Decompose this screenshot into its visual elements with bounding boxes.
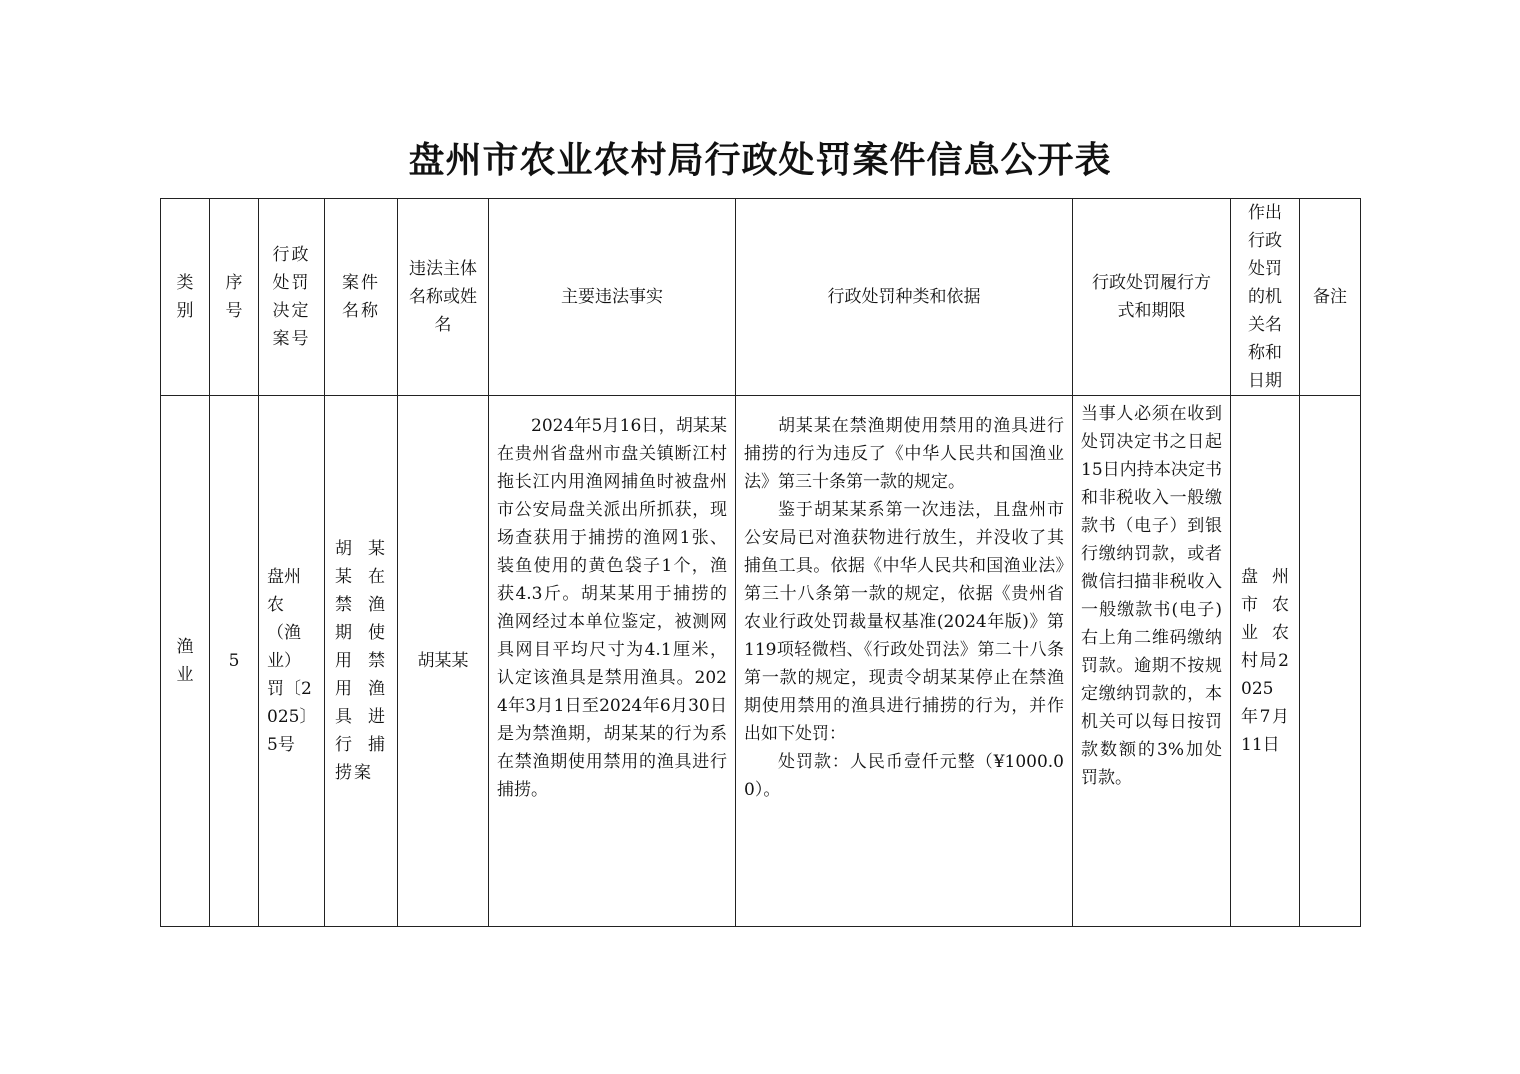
penalty-paragraph-2: 鉴于胡某某系第一次违法，且盘州市公安局已对渔获物进行放生，并没收了其捕鱼工具。依据《中华人民共和国渔业法》第三十八条第一款的规定，依据《贵州省农业行政处罚裁量权基准(2024年版)》第119项轻微档、《行政处罚法》第二十八条第一款的规定，现责令胡某某停止在禁渔期使用禁用的渔具进行捕捞的行为，并作出如下处罚： [744,500,1064,744]
header-case-name: 案件名称 [325,199,398,396]
cell-remark [1300,396,1361,927]
header-decision-no: 行政处罚决定案号 [259,199,325,396]
header-category: 类别 [161,199,210,396]
header-party: 违法主体名称或姓名 [398,199,489,396]
cell-category: 渔业 [161,396,210,927]
header-facts: 主要违法事实 [489,199,736,396]
penalty-paragraph-3: 处罚款：人民币壹仟元整（¥1000.00）。 [744,752,1064,800]
header-remark: 备注 [1300,199,1361,396]
cell-performance: 当事人必须在收到处罚决定书之日起15日内持本决定书和非税收入一般缴款书（电子）到银行缴纳罚款，或者微信扫描非税收入一般缴款书(电子)右上角二维码缴纳罚款。逾期不按规定缴纳罚款的，本机关可以每日按罚款数额的3%加处罚款。 [1073,396,1231,927]
table-row [161,396,1361,927]
page-title: 盘州市农业农村局行政处罚案件信息公开表 [408,140,1112,181]
cell-authority: 盘州市农业农村局2025年7月11日 [1231,396,1300,927]
cell-party: 胡某某 [398,396,489,927]
facts-text: 2024年5月16日，胡某某在贵州省盘州市盘关镇断江村拖长江内用渔网捕鱼时被盘州市公安局盘关派出所抓获，现场查获用于捕捞的渔网1张、装鱼使用的黄色袋子1个，渔获4.3斤。胡某某用于捕捞的渔网经过本单位鉴定，被测网具网目平均尺寸为4.1厘米，认定该渔具是禁用渔具。2024年3月1日至2024年6月30日是为禁渔期，胡某某的行为系在禁渔期使用禁用的渔具进行捕捞。 [497,416,727,800]
table-header-row [161,199,1361,396]
cell-case-name: 胡某某在禁渔期使用禁用渔具进行捕捞案 [325,396,398,927]
penalty-paragraph-1: 胡某某在禁渔期使用禁用的渔具进行捕捞的行为违反了《中华人民共和国渔业法》第三十条第一款的规定。 [744,416,1064,492]
penalty-info-table [160,198,1361,927]
cell-decision-no: 盘州农（渔业）罚〔2025〕5号 [259,396,325,927]
cell-penalty [736,396,1073,927]
header-seq: 序号 [210,199,259,396]
header-authority: 作出行政处罚的机关名称和日期 [1231,199,1300,396]
header-performance: 行政处罚履行方式和期限 [1073,199,1231,396]
cell-seq: 5 [210,396,259,927]
header-penalty: 行政处罚种类和依据 [736,199,1073,396]
cell-facts [489,396,736,927]
